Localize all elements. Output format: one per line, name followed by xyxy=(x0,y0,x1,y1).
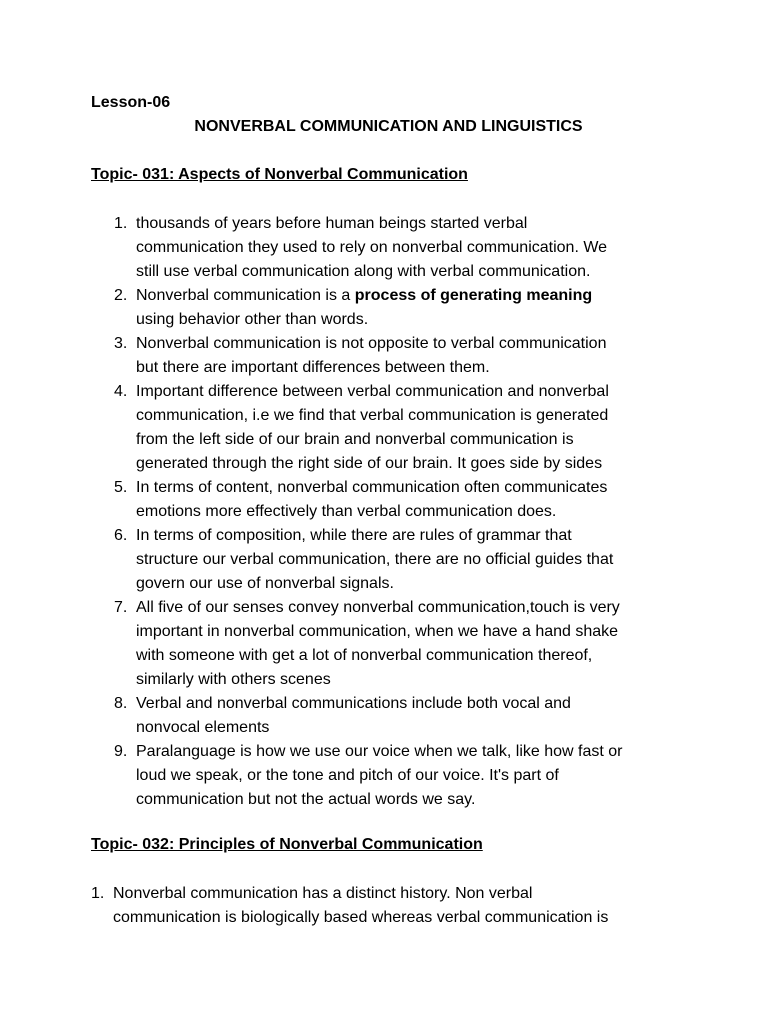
item-text: Verbal and nonverbal communications include both vocal and nonvocal elements xyxy=(136,695,571,736)
topic-031-heading: Topic- 031: Aspects of Nonverbal Communication xyxy=(91,166,468,183)
item-number: 1. xyxy=(91,885,105,902)
list-item xyxy=(114,524,694,596)
topic-032-heading: Topic- 032: Principles of Nonverbal Communication xyxy=(91,836,483,853)
item-bold-text: process of generating meaning xyxy=(354,287,593,304)
item-number: 5. xyxy=(114,479,128,496)
item-text: All five of our senses convey nonverbal communication,touch is very important in nonverbal communication, when we have a hand shake with someone with get a lot of nonverbal communication thereof, similarly with others scenes xyxy=(136,599,620,688)
item-number: 3. xyxy=(114,335,128,352)
item-text: Important difference between verbal communication and nonverbal communication, i.e we find that verbal communication is generated from the left side of our brain and nonverbal communication is generated through the right side of our brain. It goes side by sides xyxy=(136,383,609,472)
list-item xyxy=(91,882,691,930)
item-text: Nonverbal communication is not opposite to verbal communication but there are important differences between them. xyxy=(136,335,607,376)
list-item xyxy=(114,692,694,740)
topic-032-list xyxy=(91,882,691,930)
item-text: thousands of years before human beings started verbal communication they used to rely on nonverbal communication. We still use verbal communication along with verbal communication. xyxy=(136,215,608,280)
item-number: 6. xyxy=(114,527,128,544)
item-number: 4. xyxy=(114,383,128,400)
item-number: 2. xyxy=(114,287,128,304)
item-number: 7. xyxy=(114,599,128,616)
item-number: 1. xyxy=(114,215,128,232)
item-text: In terms of composition, while there are rules of grammar that structure our verbal communication, there are no official guides that govern our use of nonverbal signals. xyxy=(136,527,614,592)
lesson-label: Lesson-06 xyxy=(91,94,171,111)
item-text: Nonverbal communication is a xyxy=(136,287,355,304)
list-item xyxy=(114,476,694,524)
list-item xyxy=(114,740,694,812)
list-item xyxy=(114,284,694,332)
list-item xyxy=(114,212,694,284)
item-number: 8. xyxy=(114,695,128,712)
topic-031-list xyxy=(114,212,694,812)
list-item xyxy=(114,380,694,476)
item-text: Nonverbal communication has a distinct history. Non verbal communication is biologically based whereas verbal communication is xyxy=(113,885,609,926)
item-number: 9. xyxy=(114,743,128,760)
lesson-title: NONVERBAL COMMUNICATION AND LINGUISTICS xyxy=(194,118,583,135)
item-text-continued: using behavior other than words. xyxy=(136,311,369,328)
item-text: Paralanguage is how we use our voice when we talk, like how fast or loud we speak, or the tone and pitch of our voice. It's part of communication but not the actual words we say. xyxy=(136,743,623,808)
list-item xyxy=(114,332,694,380)
item-text: In terms of content, nonverbal communication often communicates emotions more effectively than verbal communication does. xyxy=(136,479,608,520)
list-item xyxy=(114,596,694,692)
